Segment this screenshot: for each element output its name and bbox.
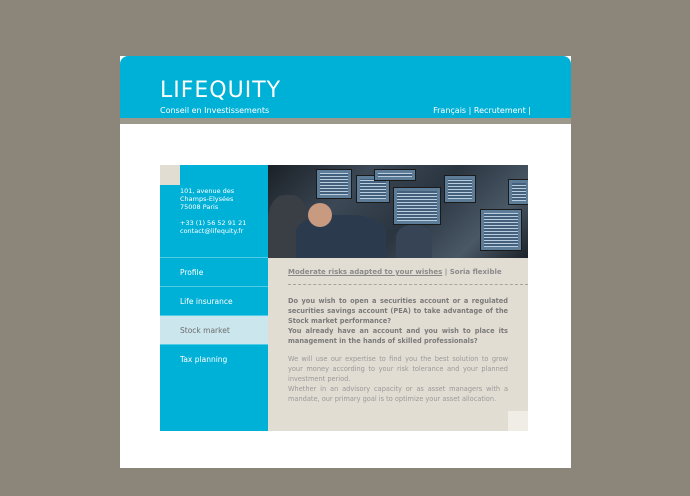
service-text: We will use our expertise to find you the best solution to grow your money according to your risk tolerance and your planned investment period.: [288, 355, 508, 383]
sidebar-corner: [160, 165, 180, 185]
intro-question: Do you wish to open a securities account or a regulated securities savings account (PEA) to take advantage of the Stock market performance?: [288, 297, 508, 325]
main-text-panel: [268, 258, 528, 431]
contact-address: [180, 187, 246, 235]
menu-item-life-insurance[interactable]: [160, 286, 268, 315]
intro-question: You already have an account and you wish to place its management in the hands of skilled professionals?: [288, 327, 508, 345]
sidebar: [160, 165, 268, 431]
intro-paragraph: [288, 296, 508, 346]
link-moderate-risks[interactable]: Moderate risks adapted to your wishes: [288, 268, 443, 276]
site-tagline: Conseil en Investissements: [160, 106, 270, 115]
menu-item-label: Stock market: [180, 326, 230, 335]
header-divider: [120, 118, 571, 124]
nav-separator: |: [528, 106, 531, 115]
nav-link-francais[interactable]: Français: [433, 106, 467, 115]
photo-monitor: [508, 179, 528, 205]
link-soria-flexible[interactable]: Soria flexible: [449, 268, 502, 276]
service-text: Whether in an advisory capacity or as asset managers with a mandate, our primary goal is to optimize your asset allocation.: [288, 385, 508, 403]
dashed-divider: [288, 284, 528, 285]
contact-phone: +33 (1) 56 52 91 21: [180, 219, 247, 227]
content-area: [160, 165, 528, 431]
nav-separator: |: [468, 106, 474, 115]
photo-monitor: [393, 187, 441, 225]
address-line: 75008 Paris: [180, 203, 219, 211]
side-menu: [160, 257, 268, 373]
link-separator: |: [444, 268, 448, 276]
photo-monitor: [316, 169, 352, 199]
section-links: [288, 268, 502, 276]
photo-monitor: [480, 209, 522, 251]
menu-item-stock-market[interactable]: [160, 315, 268, 344]
address-line: Champs-Elysées: [180, 195, 234, 203]
site-logo[interactable]: LIFEQUITY: [160, 78, 282, 103]
menu-item-label: Life insurance: [180, 297, 233, 306]
contact-email[interactable]: contact@lifequity.fr: [180, 227, 244, 235]
page-frame: [120, 56, 571, 468]
photo-monitor: [444, 175, 476, 203]
photo-monitor: [374, 169, 416, 181]
panel-corner: [508, 411, 528, 431]
nav-link-recrutement[interactable]: Recrutement: [473, 106, 526, 115]
menu-item-profile[interactable]: [160, 257, 268, 286]
service-paragraph: [288, 354, 508, 404]
menu-item-label: Profile: [180, 268, 204, 277]
trading-floor-photo: [268, 165, 528, 258]
menu-item-label: Tax planning: [180, 355, 228, 364]
language-nav: [433, 106, 531, 115]
photo-person-head: [308, 203, 332, 227]
photo-person: [396, 225, 432, 258]
menu-item-tax-planning[interactable]: [160, 344, 268, 373]
site-header: [120, 56, 571, 118]
address-line: 101, avenue des: [180, 187, 235, 195]
